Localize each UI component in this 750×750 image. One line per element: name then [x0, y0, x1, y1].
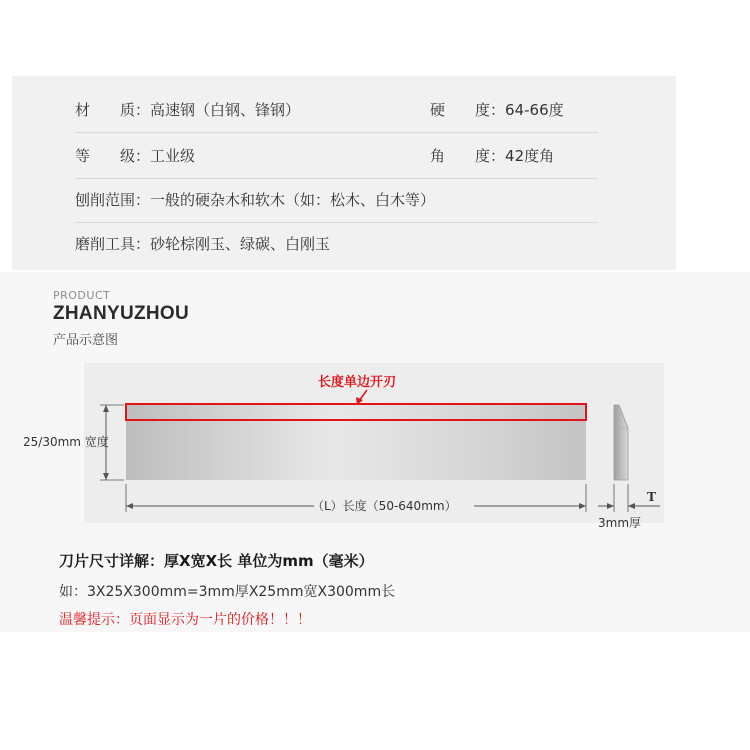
spec-label-material: 材 质 [75, 101, 136, 119]
spec-label-grade: 等 级 [75, 147, 136, 165]
spec-value-scope: 一般的硬杂木和软木（如：松木、白木等） [150, 191, 436, 209]
spec-row-material: 材 质：高速钢（白钢、锋钢） 硬 度：64-66度 [0, 87, 664, 133]
spec-value-grade: 工业级 [150, 147, 196, 165]
edge-arrow-icon [356, 390, 367, 405]
product-brand-label: ZHANYUZHOU [53, 303, 189, 324]
size-explanation-title: 刀片尺寸详解：厚X宽X长 单位为mm（毫米） [59, 552, 374, 570]
product-subtitle: 产品示意图 [53, 333, 119, 348]
spec-row-grade: 等 级：工业级 角 度：42度角 [0, 133, 664, 179]
spec-value-material: 高速钢（白钢、锋钢） [150, 101, 301, 119]
spec-label-hardness: 硬 度 [430, 101, 491, 119]
blade-side-profile [614, 405, 628, 480]
spec-value-hardness: 64-66度 [505, 101, 564, 119]
spec-value-grinding: 砂轮棕刚玉、绿碳、白刚玉 [150, 235, 331, 253]
length-label: （L）长度（50-640mm） [312, 499, 457, 513]
spec-row-grinding: 磨削工具：砂轮棕刚玉、绿碳、白刚玉 [75, 235, 331, 253]
product-small-label: PRODUCT [53, 289, 111, 302]
spec-label-angle: 角 度 [430, 147, 491, 165]
spec-value-angle: 42度角 [505, 147, 555, 165]
spec-label-grinding: 磨削工具 [75, 235, 136, 253]
spec-label-scope: 刨削范围 [75, 191, 136, 209]
size-example: 如：3X25X300mm=3mm厚X25mm宽X300mm长 [59, 584, 396, 600]
width-label: 25/30mm 宽度 [23, 435, 109, 449]
spec-row-scope: 刨削范围：一般的硬杂木和软木（如：松木、白木等） [0, 177, 664, 223]
thickness-symbol: T [647, 490, 656, 504]
price-tip: 温馨提示：页面显示为一片的价格！！！ [59, 612, 311, 628]
edge-label: 长度单边开刃 [318, 375, 397, 390]
blade-body [126, 405, 586, 480]
thickness-label: 3mm厚 [598, 516, 642, 530]
